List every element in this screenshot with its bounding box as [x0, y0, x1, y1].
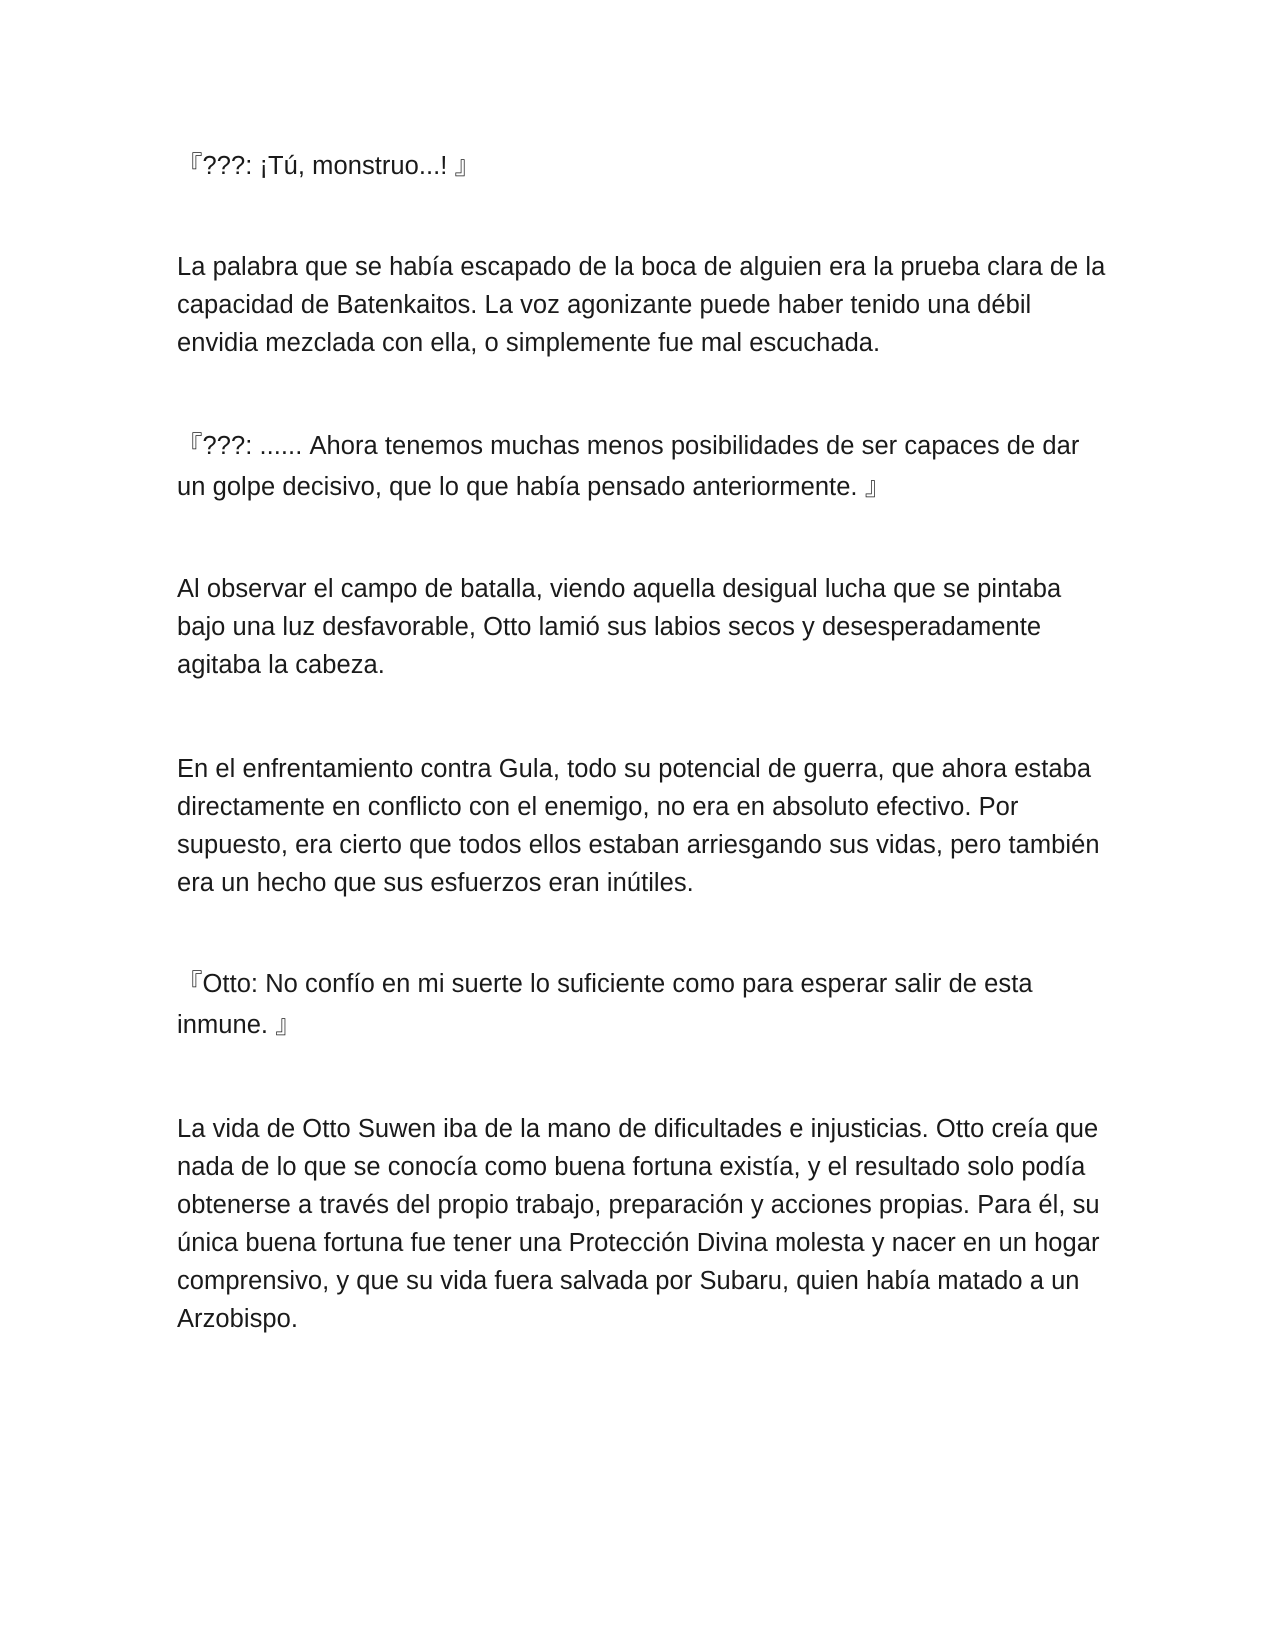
dialogue-paragraph-1: 『???: ¡Tú, monstruo...! 』 [177, 152, 481, 180]
narration-paragraph-1: La palabra que se había escapado de la boca de alguien era la prueba clara de la capacidad de Batenkaitos. La voz agonizante puede haber tenido una débil envidia mezclada con ella, o simplemente fue mal escuchada. [177, 253, 1106, 357]
narration-paragraph-3: En el enfrentamiento contra Gula, todo su potencial de guerra, que ahora estaba directamente en conflicto con el enemigo, no era en absoluto efectivo. Por supuesto, era cierto que todos ellos estaban arriesgando sus vidas, pero también era un hecho que sus esfuerzos eran inútiles. [177, 755, 1100, 897]
dialogue-paragraph-3: 『Otto: No confío en mi suerte lo suficiente como para esperar salir de esta inmune. 』 [177, 970, 1033, 1039]
narration-paragraph-2: Al observar el campo de batalla, viendo aquella desigual lucha que se pintaba bajo una luz desfavorable, Otto lamió sus labios secos y desesperadamente agitaba la cabeza. [177, 575, 1062, 679]
narration-paragraph-4: La vida de Otto Suwen iba de la mano de dificultades e injusticias. Otto creía que nada de lo que se conocía como buena fortuna existía, y el resultado solo podía obtenerse a través del propio trabajo, preparación y acciones propias. Para él, su única buena fortuna fue tener una Protección Divina molesta y nacer en un hogar comprensivo, y que su vida fuera salvada por Subaru, quien había matado a un Arzobispo. [177, 1115, 1100, 1333]
dialogue-paragraph-2: 『???: ...... Ahora tenemos muchas menos posibilidades de ser capaces de dar un golpe decisivo, que lo que había pensado anteriormente. 』 [177, 432, 1080, 501]
